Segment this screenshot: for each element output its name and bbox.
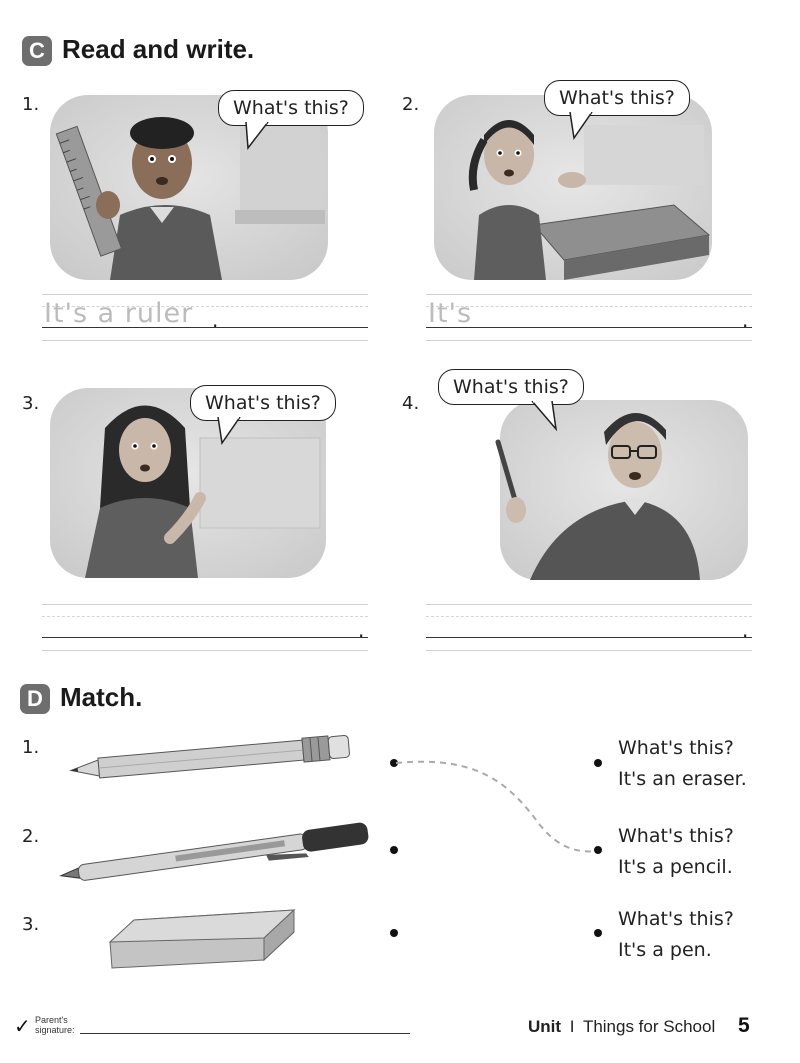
unit-number: I — [569, 1017, 575, 1036]
period-1: . — [212, 308, 219, 332]
section-c-title: Read and write. — [62, 34, 255, 64]
writing-lines-1 — [42, 294, 368, 340]
signature-label-line-1: Parent's — [35, 1015, 68, 1025]
unit-footer — [528, 1017, 715, 1037]
traced-answer-2: It's — [428, 298, 473, 329]
pen-icon — [55, 818, 375, 884]
man-pen-illustration — [470, 400, 748, 580]
speech-bubble-2-tail — [568, 112, 598, 140]
period-2: . — [742, 308, 749, 332]
period-3: . — [358, 618, 365, 642]
checkmark-icon: ✓ — [14, 1014, 31, 1038]
unit-title: Things for School — [582, 1017, 716, 1036]
item-3-number: 3. — [22, 393, 40, 414]
match-item-2-number: 2. — [22, 826, 40, 847]
pencil-icon — [68, 728, 358, 780]
speech-bubble-4-tail — [530, 401, 560, 431]
match-dot-left-3[interactable] — [390, 929, 398, 937]
answer-option-3 — [618, 904, 734, 966]
answer-text-3: It's a pen. — [618, 939, 712, 961]
match-dot-right-2[interactable] — [594, 846, 602, 854]
scene-man-with-pen — [470, 400, 748, 580]
section-d-title: Match. — [60, 682, 143, 712]
section-d-badge: D — [20, 684, 50, 714]
unit-label: Unit — [528, 1017, 562, 1036]
answer-question-3: What's this? — [618, 908, 734, 930]
speech-bubble-3: What's this? — [190, 385, 336, 421]
answer-option-1 — [618, 733, 747, 795]
item-2-number: 2. — [402, 94, 420, 115]
writing-lines-3 — [42, 604, 368, 650]
period-4: . — [742, 618, 749, 642]
speech-bubble-2: What's this? — [544, 80, 690, 116]
match-dot-right-3[interactable] — [594, 929, 602, 937]
item-1-number: 1. — [22, 94, 40, 115]
answer-question-2: What's this? — [618, 825, 734, 847]
eraser-icon — [104, 902, 300, 978]
signature-label — [35, 1015, 75, 1035]
match-dot-right-1[interactable] — [594, 759, 602, 767]
traced-answer-1: It's a ruler — [44, 298, 194, 329]
answer-option-2 — [618, 821, 734, 883]
answer-question-1: What's this? — [618, 737, 734, 759]
writing-lines-2 — [426, 294, 752, 340]
speech-bubble-1-tail — [244, 122, 274, 150]
match-item-3-number: 3. — [22, 914, 40, 935]
speech-bubble-3-tail — [216, 417, 246, 445]
speech-bubble-1: What's this? — [218, 90, 364, 126]
answer-text-1: It's an eraser. — [618, 768, 747, 790]
answer-text-2: It's a pencil. — [618, 856, 733, 878]
page-number: 5 — [738, 1014, 750, 1037]
item-4-number: 4. — [402, 393, 420, 414]
example-match-connector — [390, 755, 605, 860]
signature-label-line-2: signature: — [35, 1025, 75, 1035]
match-item-1-number: 1. — [22, 737, 40, 758]
signature-line[interactable] — [80, 1033, 410, 1034]
writing-lines-4 — [426, 604, 752, 650]
section-c-badge: C — [22, 36, 52, 66]
speech-bubble-4: What's this? — [438, 369, 584, 405]
